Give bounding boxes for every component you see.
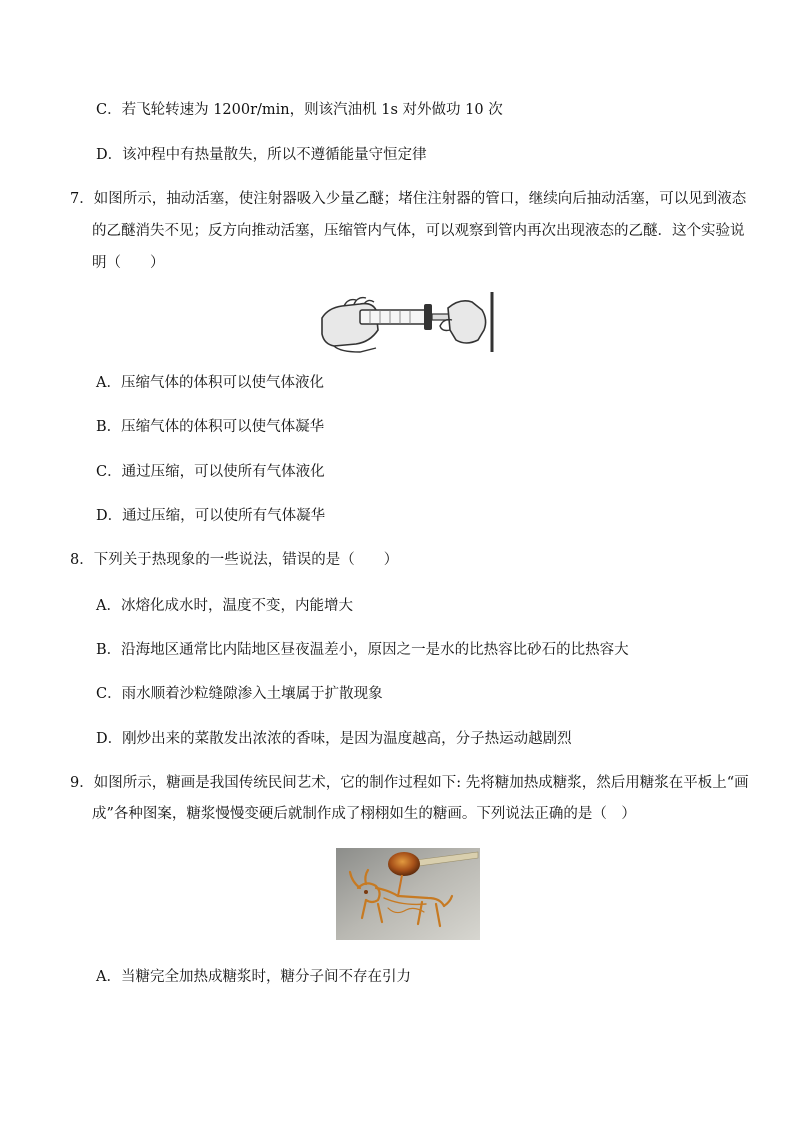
q9-stem-line1: 9．如图所示，糖画是我国传统民间艺术，它的制作过程如下: 先将糖加热成糖浆，然后用糖浆在平板上“画: [70, 775, 749, 791]
q7-option-b: B．压缩气体的体积可以使气体凝华: [96, 419, 325, 435]
q9-option-a: A．当糖完全加热成糖浆时，糖分子间不存在引力: [96, 969, 411, 985]
q8-option-b: B．沿海地区通常比内陆地区昼夜温差小，原因之一是水的比热容比砂石的比热容大: [96, 642, 629, 658]
q7-option-a: A．压缩气体的体积可以使气体液化: [96, 375, 324, 391]
syringe-figure: [320, 290, 496, 354]
q6-option-c: C．若飞轮转速为 1200r/min，则该汽油机 1s 对外做功 10 次: [96, 102, 503, 118]
q7-stem-line2: 的乙醚消失不见；反方向推动活塞，压缩管内气体，可以观察到管内再次出现液态的乙醚．这个实验说: [92, 223, 745, 239]
q7-option-c: C．通过压缩，可以使所有气体液化: [96, 464, 325, 480]
q9-stem-line2: 成”各种图案，糖浆慢慢变硬后就制作成了栩栩如生的糖画。下列说法正确的是（ ）: [92, 806, 636, 822]
q7-stem-line3: 明（ ）: [92, 255, 165, 271]
sugar-painting-photo: [336, 848, 480, 940]
q8-option-d: D．刚炒出来的菜散发出浓浓的香味，是因为温度越高，分子热运动越剧烈: [96, 731, 572, 747]
q8-option-a: A．冰熔化成水时，温度不变，内能增大: [96, 598, 353, 614]
q7-option-d: D．通过压缩，可以使所有气体凝华: [96, 508, 326, 524]
q6-option-d: D．该冲程中有热量散失，所以不遵循能量守恒定律: [96, 147, 427, 163]
q8-option-c: C．雨水顺着沙粒缝隙渗入土壤属于扩散现象: [96, 686, 383, 702]
q7-stem-line1: 7．如图所示，抽动活塞，使注射器吸入少量乙醚；堵住注射器的管口，继续向后抽动活塞，可以见到液态: [70, 191, 747, 207]
q8-stem: 8．下列关于热现象的一些说法，错误的是（ ）: [70, 552, 399, 568]
